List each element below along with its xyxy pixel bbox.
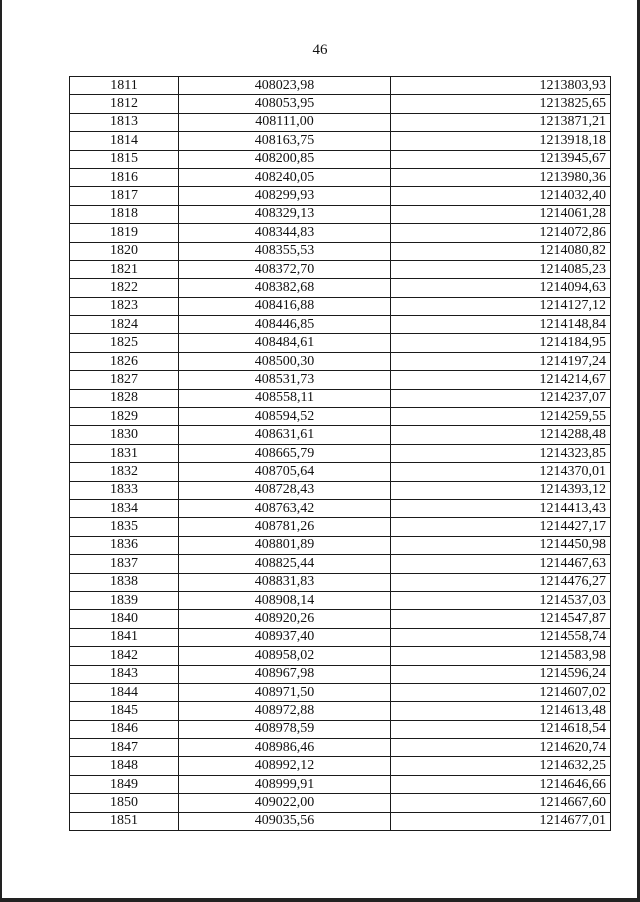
table-row — [70, 794, 611, 812]
table-row — [70, 224, 611, 242]
y-coordinate-cell: 1214214,67 — [391, 371, 611, 389]
point-number-cell: 1843 — [70, 665, 179, 683]
point-number-cell: 1837 — [70, 555, 179, 573]
point-number-cell: 1846 — [70, 720, 179, 738]
y-coordinate-cell: 1214667,60 — [391, 794, 611, 812]
y-coordinate-cell: 1213918,18 — [391, 132, 611, 150]
point-number-cell: 1831 — [70, 444, 179, 462]
point-number-cell: 1839 — [70, 591, 179, 609]
x-coordinate-cell: 408446,85 — [179, 316, 391, 334]
table-row — [70, 647, 611, 665]
x-coordinate-cell: 409022,00 — [179, 794, 391, 812]
coordinates-table-body — [70, 77, 611, 831]
y-coordinate-cell: 1214032,40 — [391, 187, 611, 205]
table-row — [70, 610, 611, 628]
point-number-cell: 1817 — [70, 187, 179, 205]
x-coordinate-cell: 408594,52 — [179, 408, 391, 426]
point-number-cell: 1812 — [70, 95, 179, 113]
x-coordinate-cell: 408665,79 — [179, 444, 391, 462]
table-row — [70, 77, 611, 95]
point-number-cell: 1847 — [70, 739, 179, 757]
table-row — [70, 720, 611, 738]
point-number-cell: 1826 — [70, 352, 179, 370]
y-coordinate-cell: 1214558,74 — [391, 628, 611, 646]
x-coordinate-cell: 408958,02 — [179, 647, 391, 665]
x-coordinate-cell: 408978,59 — [179, 720, 391, 738]
x-coordinate-cell: 408705,64 — [179, 463, 391, 481]
point-number-cell: 1815 — [70, 150, 179, 168]
y-coordinate-cell: 1214583,98 — [391, 647, 611, 665]
table-row — [70, 389, 611, 407]
y-coordinate-cell: 1214197,24 — [391, 352, 611, 370]
point-number-cell: 1822 — [70, 279, 179, 297]
x-coordinate-cell: 408801,89 — [179, 536, 391, 554]
table-row — [70, 352, 611, 370]
x-coordinate-cell: 408372,70 — [179, 260, 391, 278]
y-coordinate-cell: 1213871,21 — [391, 113, 611, 131]
y-coordinate-cell: 1214450,98 — [391, 536, 611, 554]
table-row — [70, 334, 611, 352]
point-number-cell: 1820 — [70, 242, 179, 260]
table-row — [70, 187, 611, 205]
scan-border-bottom — [0, 898, 640, 902]
x-coordinate-cell: 408531,73 — [179, 371, 391, 389]
point-number-cell: 1829 — [70, 408, 179, 426]
x-coordinate-cell: 408781,26 — [179, 518, 391, 536]
point-number-cell: 1851 — [70, 812, 179, 830]
x-coordinate-cell: 408355,53 — [179, 242, 391, 260]
x-coordinate-cell: 408299,93 — [179, 187, 391, 205]
coordinates-table — [69, 76, 611, 831]
table-row — [70, 683, 611, 701]
point-number-cell: 1827 — [70, 371, 179, 389]
scan-border-left — [0, 0, 2, 902]
point-number-cell: 1818 — [70, 205, 179, 223]
y-coordinate-cell: 1214237,07 — [391, 389, 611, 407]
y-coordinate-cell: 1213803,93 — [391, 77, 611, 95]
y-coordinate-cell: 1214427,17 — [391, 518, 611, 536]
y-coordinate-cell: 1214413,43 — [391, 499, 611, 517]
point-number-cell: 1825 — [70, 334, 179, 352]
x-coordinate-cell: 408971,50 — [179, 683, 391, 701]
point-number-cell: 1832 — [70, 463, 179, 481]
table-row — [70, 573, 611, 591]
y-coordinate-cell: 1214476,27 — [391, 573, 611, 591]
x-coordinate-cell: 408999,91 — [179, 775, 391, 793]
table-row — [70, 316, 611, 334]
y-coordinate-cell: 1214323,85 — [391, 444, 611, 462]
table-row — [70, 260, 611, 278]
table-row — [70, 591, 611, 609]
table-row — [70, 702, 611, 720]
table-row — [70, 95, 611, 113]
table-row — [70, 739, 611, 757]
y-coordinate-cell: 1214148,84 — [391, 316, 611, 334]
table-row — [70, 279, 611, 297]
y-coordinate-cell: 1214393,12 — [391, 481, 611, 499]
x-coordinate-cell: 408329,13 — [179, 205, 391, 223]
table-row — [70, 665, 611, 683]
x-coordinate-cell: 408382,68 — [179, 279, 391, 297]
table-row — [70, 150, 611, 168]
point-number-cell: 1816 — [70, 168, 179, 186]
table-row — [70, 426, 611, 444]
x-coordinate-cell: 408972,88 — [179, 702, 391, 720]
y-coordinate-cell: 1214596,24 — [391, 665, 611, 683]
x-coordinate-cell: 408163,75 — [179, 132, 391, 150]
point-number-cell: 1848 — [70, 757, 179, 775]
table-row — [70, 775, 611, 793]
point-number-cell: 1834 — [70, 499, 179, 517]
table-row — [70, 555, 611, 573]
x-coordinate-cell: 408831,83 — [179, 573, 391, 591]
point-number-cell: 1811 — [70, 77, 179, 95]
y-coordinate-cell: 1213825,65 — [391, 95, 611, 113]
point-number-cell: 1844 — [70, 683, 179, 701]
table-row — [70, 481, 611, 499]
x-coordinate-cell: 408053,95 — [179, 95, 391, 113]
x-coordinate-cell: 408200,85 — [179, 150, 391, 168]
x-coordinate-cell: 408558,11 — [179, 389, 391, 407]
table-row — [70, 757, 611, 775]
y-coordinate-cell: 1214467,63 — [391, 555, 611, 573]
table-row — [70, 297, 611, 315]
point-number-cell: 1824 — [70, 316, 179, 334]
y-coordinate-cell: 1214288,48 — [391, 426, 611, 444]
point-number-cell: 1842 — [70, 647, 179, 665]
table-row — [70, 113, 611, 131]
table-row — [70, 408, 611, 426]
page-number: 46 — [312, 42, 328, 58]
x-coordinate-cell: 408825,44 — [179, 555, 391, 573]
x-coordinate-cell: 408484,61 — [179, 334, 391, 352]
x-coordinate-cell: 408240,05 — [179, 168, 391, 186]
x-coordinate-cell: 408986,46 — [179, 739, 391, 757]
table-row — [70, 168, 611, 186]
x-coordinate-cell: 408728,43 — [179, 481, 391, 499]
table-row — [70, 518, 611, 536]
table-row — [70, 536, 611, 554]
point-number-cell: 1819 — [70, 224, 179, 242]
table-row — [70, 132, 611, 150]
point-number-cell: 1823 — [70, 297, 179, 315]
x-coordinate-cell: 408023,98 — [179, 77, 391, 95]
y-coordinate-cell: 1213980,36 — [391, 168, 611, 186]
x-coordinate-cell: 408111,00 — [179, 113, 391, 131]
point-number-cell: 1821 — [70, 260, 179, 278]
point-number-cell: 1850 — [70, 794, 179, 812]
table-row — [70, 463, 611, 481]
y-coordinate-cell: 1214613,48 — [391, 702, 611, 720]
table-row — [70, 242, 611, 260]
y-coordinate-cell: 1214061,28 — [391, 205, 611, 223]
table-row — [70, 499, 611, 517]
x-coordinate-cell: 409035,56 — [179, 812, 391, 830]
point-number-cell: 1814 — [70, 132, 179, 150]
table-row — [70, 371, 611, 389]
y-coordinate-cell: 1214547,87 — [391, 610, 611, 628]
y-coordinate-cell: 1214646,66 — [391, 775, 611, 793]
table-row — [70, 444, 611, 462]
point-number-cell: 1836 — [70, 536, 179, 554]
point-number-cell: 1833 — [70, 481, 179, 499]
y-coordinate-cell: 1214085,23 — [391, 260, 611, 278]
x-coordinate-cell: 408416,88 — [179, 297, 391, 315]
point-number-cell: 1838 — [70, 573, 179, 591]
point-number-cell: 1835 — [70, 518, 179, 536]
y-coordinate-cell: 1214094,63 — [391, 279, 611, 297]
y-coordinate-cell: 1214620,74 — [391, 739, 611, 757]
point-number-cell: 1841 — [70, 628, 179, 646]
y-coordinate-cell: 1214370,01 — [391, 463, 611, 481]
point-number-cell: 1813 — [70, 113, 179, 131]
y-coordinate-cell: 1214184,95 — [391, 334, 611, 352]
x-coordinate-cell: 408992,12 — [179, 757, 391, 775]
y-coordinate-cell: 1214632,25 — [391, 757, 611, 775]
y-coordinate-cell: 1213945,67 — [391, 150, 611, 168]
x-coordinate-cell: 408631,61 — [179, 426, 391, 444]
table-row — [70, 812, 611, 830]
x-coordinate-cell: 408763,42 — [179, 499, 391, 517]
point-number-cell: 1830 — [70, 426, 179, 444]
point-number-cell: 1840 — [70, 610, 179, 628]
y-coordinate-cell: 1214618,54 — [391, 720, 611, 738]
y-coordinate-cell: 1214259,55 — [391, 408, 611, 426]
y-coordinate-cell: 1214607,02 — [391, 683, 611, 701]
x-coordinate-cell: 408937,40 — [179, 628, 391, 646]
table-row — [70, 628, 611, 646]
y-coordinate-cell: 1214072,86 — [391, 224, 611, 242]
y-coordinate-cell: 1214127,12 — [391, 297, 611, 315]
y-coordinate-cell: 1214080,82 — [391, 242, 611, 260]
x-coordinate-cell: 408500,30 — [179, 352, 391, 370]
x-coordinate-cell: 408967,98 — [179, 665, 391, 683]
x-coordinate-cell: 408908,14 — [179, 591, 391, 609]
table-row — [70, 205, 611, 223]
y-coordinate-cell: 1214677,01 — [391, 812, 611, 830]
point-number-cell: 1849 — [70, 775, 179, 793]
point-number-cell: 1828 — [70, 389, 179, 407]
x-coordinate-cell: 408344,83 — [179, 224, 391, 242]
point-number-cell: 1845 — [70, 702, 179, 720]
y-coordinate-cell: 1214537,03 — [391, 591, 611, 609]
x-coordinate-cell: 408920,26 — [179, 610, 391, 628]
